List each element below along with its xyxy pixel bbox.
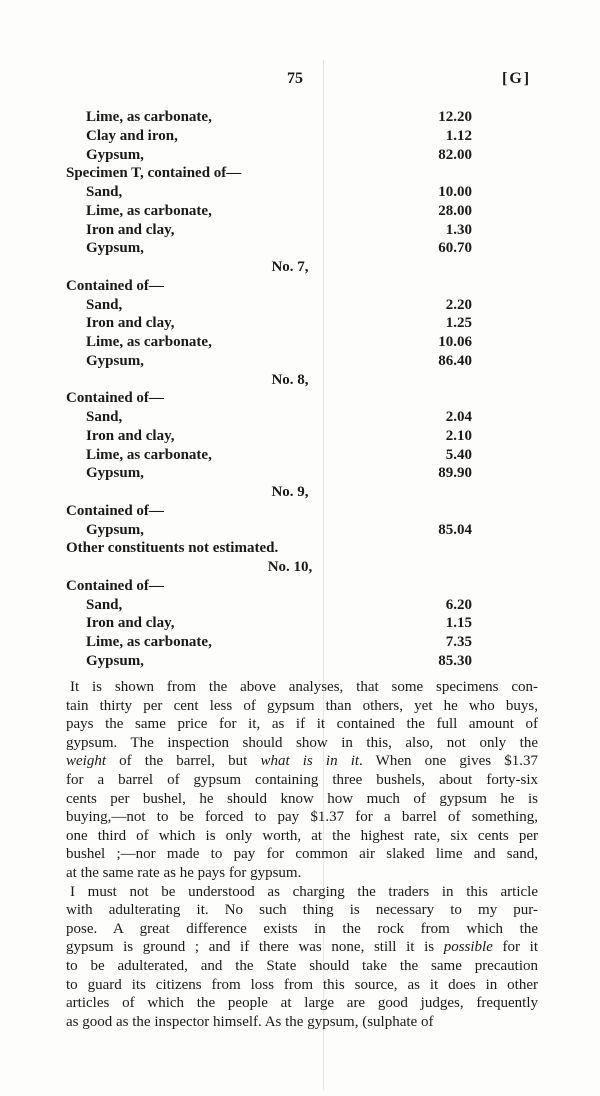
text-line: pose. A great difference exists in the rock from which the <box>66 920 538 937</box>
table-row <box>0 521 600 540</box>
row-label: Iron and clay, <box>86 315 175 332</box>
table-row <box>0 352 600 371</box>
row-label: Lime, as carbonate, <box>86 446 212 463</box>
text-line: I must not be understood as charging the traders in this article <box>70 883 538 900</box>
row-value: 7.35 <box>445 634 472 650</box>
row-label: Sand, <box>86 596 123 613</box>
body-text <box>66 678 538 1031</box>
row-value: 2.10 <box>445 427 472 444</box>
text-line: as good as the inspector himself. As the gypsum, (sulphate of <box>66 1013 434 1030</box>
row-label: Gypsum, <box>86 465 144 482</box>
row-label: Gypsum, <box>86 521 144 538</box>
row-label: Contained of— <box>66 577 164 594</box>
text-line: one third of which is only worth, at the highest rate, six cents per <box>66 827 538 844</box>
table-row <box>0 239 600 258</box>
text-line: to be adulterated, and the State should take the same precaution <box>66 957 538 974</box>
table-row <box>0 427 600 446</box>
row-value: 1.30 <box>445 221 472 238</box>
text-line: at the same rate as he pays for gypsum. <box>66 864 302 881</box>
row-value: 82.00 <box>438 146 472 163</box>
analysis-table <box>0 108 600 671</box>
table-subheading <box>0 577 600 596</box>
table-row <box>0 408 600 427</box>
text-line: buying,—not to be forced to pay $1.37 for a barrel of something, <box>66 809 538 826</box>
row-label: Contained of— <box>66 277 164 294</box>
text-line: bushel ;—nor made to pay for common air slaked lime and sand, <box>66 846 538 863</box>
sample-heading <box>0 483 600 502</box>
text-line: gypsum is ground ; and if there was none, still it is possible for it <box>66 939 538 956</box>
row-value: 28.00 <box>438 202 472 219</box>
text-line: gypsum. The inspection should show in this, also, not only the <box>66 734 538 751</box>
text-line: weight of the barrel, but what is in it. When one gives $1.37 <box>66 753 538 770</box>
sample-heading <box>0 258 600 277</box>
table-row <box>0 596 600 615</box>
table-subheading <box>0 502 600 521</box>
row-label: Contained of— <box>66 502 164 519</box>
row-label: Other constituents not estimated. <box>66 540 279 557</box>
row-value: 89.90 <box>438 465 472 482</box>
row-label: Iron and clay, <box>86 221 175 238</box>
row-value: 85.04 <box>438 521 472 538</box>
sample-heading <box>0 371 600 390</box>
table-row <box>0 108 600 127</box>
row-label: Gypsum, <box>86 352 144 369</box>
text-line: to guard its citizens from loss from this source, as it does in other <box>66 976 538 993</box>
row-label: Iron and clay, <box>86 615 175 632</box>
text-line: cents per bushel, he should know how much of gypsum he is <box>66 790 538 807</box>
table-row <box>0 333 600 352</box>
table-subheading <box>0 539 600 558</box>
table-row <box>0 202 600 221</box>
row-label: Lime, as carbonate, <box>86 109 212 125</box>
row-value: 60.70 <box>438 240 472 257</box>
table-row <box>0 221 600 240</box>
table-row <box>0 183 600 202</box>
text-line: pays the same price for it, as if it contained the full amount of <box>66 716 538 733</box>
page-number: 75 <box>287 70 303 87</box>
table-row <box>0 146 600 165</box>
row-value: 1.25 <box>445 315 472 332</box>
text-line: articles of which the people at large are good judges, frequently <box>66 995 538 1012</box>
text-line: It is shown from the above analyses, that some specimens con- <box>70 679 538 695</box>
row-label: Contained of— <box>66 390 164 407</box>
row-value: 1.12 <box>445 127 472 144</box>
row-value: 86.40 <box>438 352 472 369</box>
table-row <box>0 652 600 671</box>
table-subheading <box>0 277 600 296</box>
table-row <box>0 614 600 633</box>
text-line: tain thirty per cent less of gypsum than others, yet he who buys, <box>66 697 538 714</box>
row-value: 2.04 <box>445 409 472 425</box>
signature-mark: [G] <box>502 70 532 87</box>
row-value: 12.20 <box>438 109 472 125</box>
paragraph <box>66 883 538 1032</box>
row-value: 1.15 <box>445 615 472 632</box>
row-value: 85.30 <box>438 652 472 669</box>
row-label: Sand, <box>86 296 123 313</box>
row-label: Lime, as carbonate, <box>86 634 212 650</box>
table-subheading <box>0 164 600 183</box>
row-label: Clay and iron, <box>86 127 178 144</box>
row-value: 10.00 <box>438 184 472 200</box>
table-subheading <box>0 389 600 408</box>
row-label: Sand, <box>86 409 123 425</box>
table-row <box>0 127 600 146</box>
row-label: Gypsum, <box>86 652 144 669</box>
row-value: 6.20 <box>445 596 472 613</box>
row-label: No. 10, <box>267 559 313 575</box>
text-line: for a barrel of gypsum containing three bushels, about forty-six <box>66 771 538 788</box>
sample-heading <box>0 558 600 577</box>
table-row <box>0 464 600 483</box>
row-label: Sand, <box>86 184 123 200</box>
row-value: 10.06 <box>438 334 472 350</box>
row-value: 2.20 <box>445 296 472 313</box>
text-line: with adulterating it. No such thing is necessary to my pur- <box>66 902 538 919</box>
row-label: Lime, as carbonate, <box>86 334 212 350</box>
row-label: Lime, as carbonate, <box>86 202 212 219</box>
paragraph <box>66 678 538 883</box>
row-value: 5.40 <box>445 446 472 463</box>
row-label: Iron and clay, <box>86 427 175 444</box>
row-label: Gypsum, <box>86 146 144 163</box>
table-row <box>0 296 600 315</box>
row-label: No. 9, <box>271 484 309 500</box>
row-label: Gypsum, <box>86 240 144 257</box>
row-label: No. 7, <box>271 259 309 275</box>
table-row <box>0 446 600 465</box>
row-label: No. 8, <box>271 371 309 388</box>
row-label: Specimen T, contained of— <box>66 165 242 182</box>
table-row <box>0 314 600 333</box>
table-row <box>0 633 600 652</box>
